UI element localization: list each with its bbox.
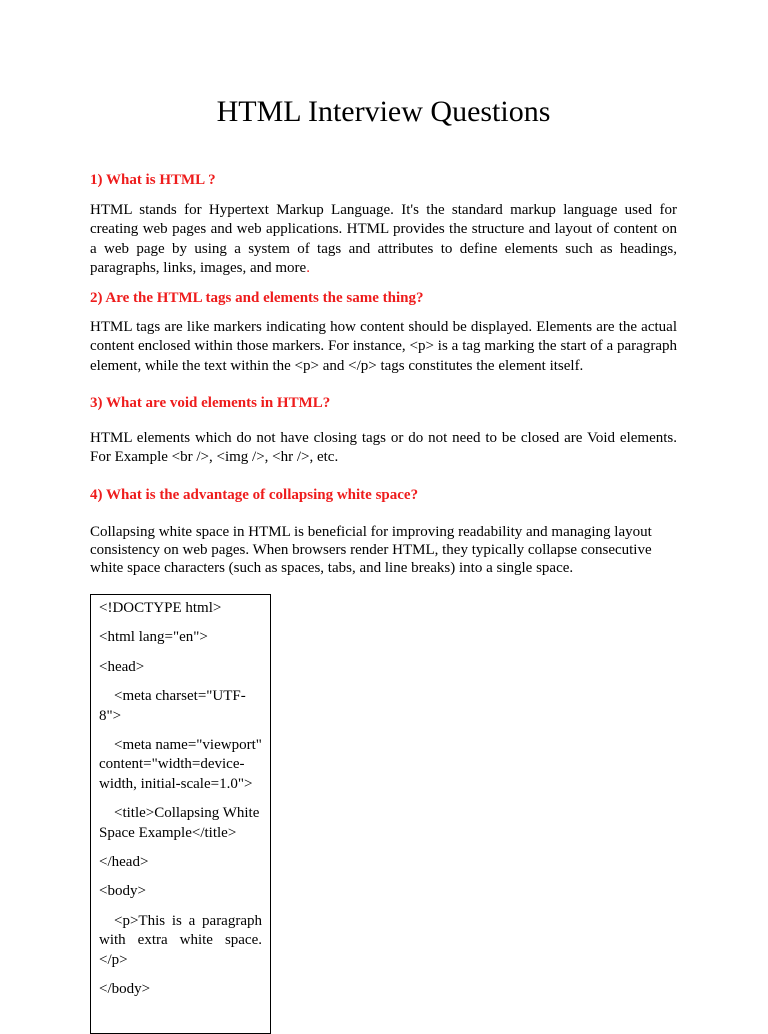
answer-1-end: . [306, 259, 310, 276]
question-4: 4) What is the advantage of collapsing white space? [90, 487, 419, 503]
code-line: <html lang="en"> [99, 629, 208, 646]
code-line: </head> [99, 854, 149, 871]
question-1: 1) What is HTML ? [90, 172, 216, 188]
code-line: <title>Collapsing White Space Example</title> [99, 805, 260, 841]
code-line: </body> [99, 981, 151, 998]
answer-1-text: HTML stands for Hypertext Markup Language. It's the standard markup language used for creating web pages and web applications. HTML provides the structure and layout of content on a web page by using a system of tags and attributes to define elements such as headings, paragraphs, links, images, and more [90, 202, 677, 276]
code-line: <meta name="viewport" content="width=device-width, initial-scale=1.0"> [99, 737, 262, 792]
code-line: <!DOCTYPE html> [99, 600, 222, 616]
code-example-box [90, 594, 271, 1034]
question-2: 2) Are the HTML tags and elements the same thing? [90, 290, 424, 306]
page-title: HTML Interview Questions [216, 95, 551, 128]
answer-1 [90, 201, 677, 278]
code-line: <head> [99, 658, 145, 675]
answer-2: HTML tags are like markers indicating how content should be displayed. Elements are the actual content enclosed within those markers. For instance, <p> is a tag marking the start of a paragraph element, while the text within the <p> and </p> tags constitutes the element itself. [90, 319, 677, 374]
code-line: <meta charset="UTF-8"> [99, 688, 246, 724]
answer-4: Collapsing white space in HTML is beneficial for improving readability and managing layout consistency on web pages. When browsers render HTML, they typically collapse consecutive white space characters (such as spaces, tabs, and line breaks) into a single space. [90, 524, 652, 576]
answer-3: HTML elements which do not have closing tags or do not need to be closed are Void elements. For Example <br />, <img />, <hr />, etc. [90, 430, 677, 466]
question-3: 3) What are void elements in HTML? [90, 395, 331, 411]
code-line: <p>This is a paragraph with extra white space.</p> [99, 912, 262, 968]
code-line: <body> [99, 883, 146, 900]
